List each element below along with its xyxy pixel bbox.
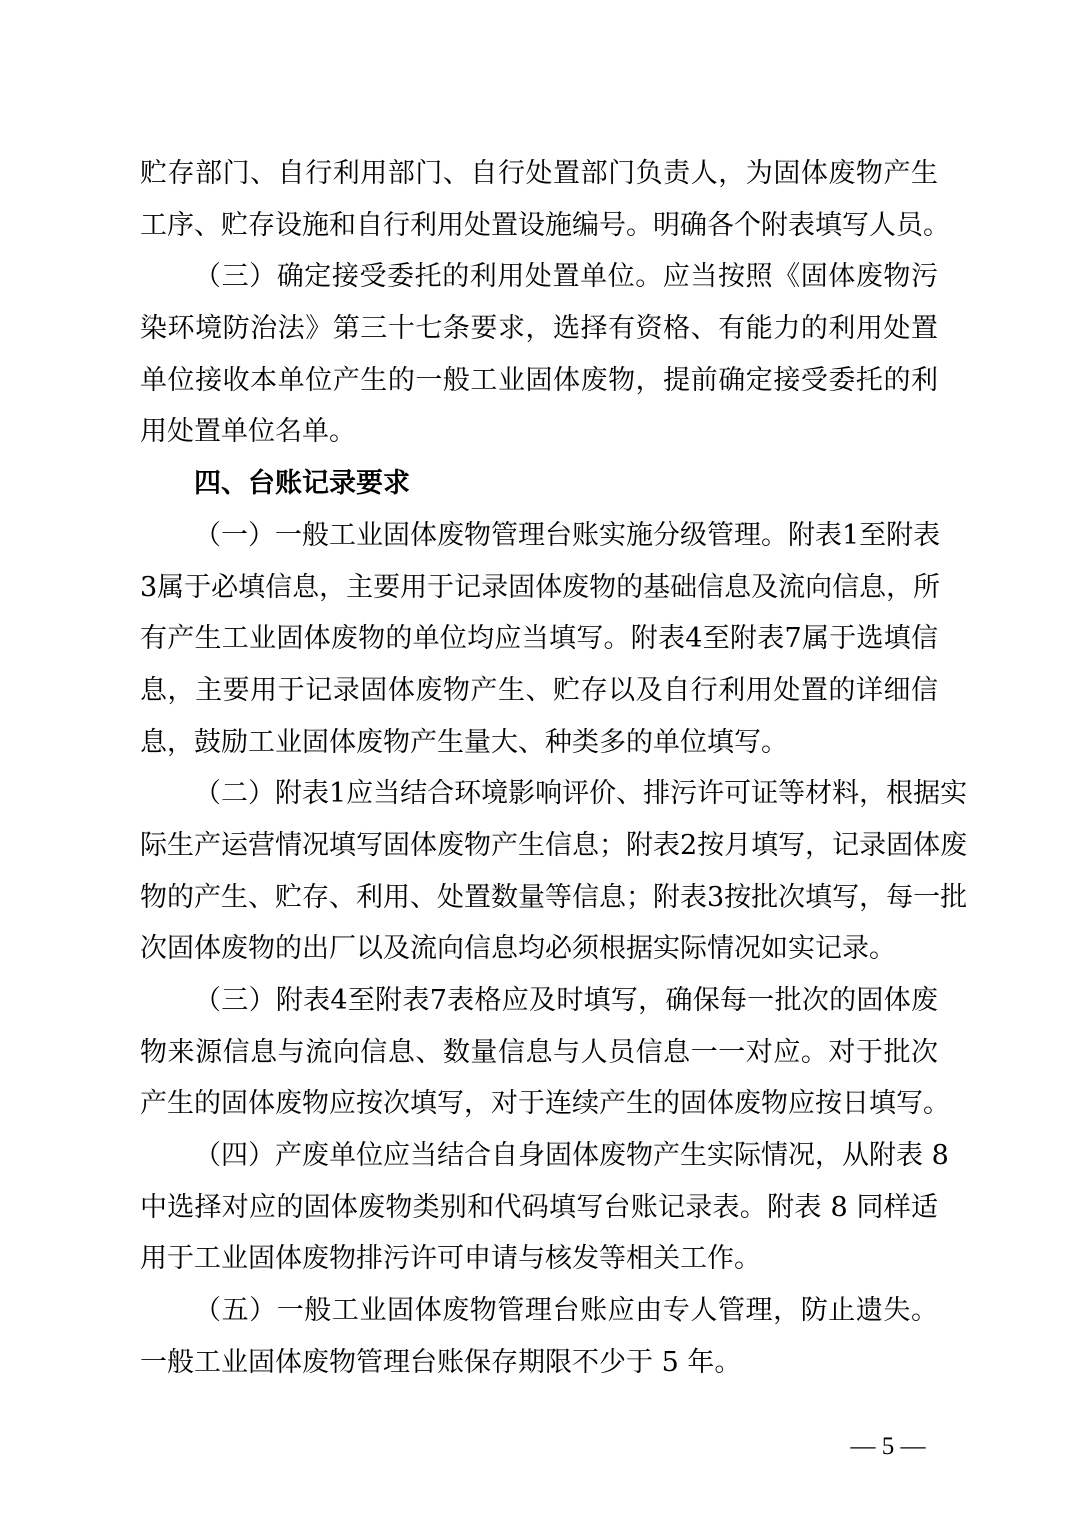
- paragraph-line: 工序、贮存设施和自行利用处置设施编号。明确各个附表填写人员。: [140, 209, 950, 241]
- paragraph-line: 际生产运营情况填写固体废物产生信息；附表2按月填写，记录固体废: [140, 829, 968, 861]
- paragraph-line: 息，主要用于记录固体废物产生、贮存以及自行利用处置的详细信: [140, 674, 938, 706]
- page-number: — 5 —: [850, 1433, 926, 1460]
- paragraph-line: 物来源信息与流向信息、数量信息与人员信息一一对应。对于批次: [140, 1036, 938, 1068]
- paragraph-line: 3属于必填信息，主要用于记录固体废物的基础信息及流向信息，所: [140, 571, 941, 603]
- paragraph-line: （一）一般工业固体废物管理台账实施分级管理。附表1至附表: [194, 519, 941, 551]
- paragraph-line: 物的产生、贮存、利用、处置数量等信息；附表3按批次填写，每一批: [140, 881, 968, 913]
- paragraph-line: 用处置单位名单。: [140, 416, 356, 448]
- paragraph-line: （四）产废单位应当结合自身固体废物产生实际情况，从附表 8: [194, 1140, 949, 1172]
- paragraph-line: （三）附表4至附表7表格应及时填写，确保每一批次的固体废: [194, 985, 938, 1016]
- paragraph-line: 用于工业固体废物排污许可申请与核发等相关工作。: [140, 1243, 761, 1275]
- paragraph-line: 产生的固体废物应按次填写，对于连续产生的固体废物应按日填写。: [140, 1088, 950, 1120]
- paragraph-line: （五）一般工业固体废物管理台账应由专人管理，防止遗失。: [194, 1295, 938, 1327]
- paragraph-line: 单位接收本单位产生的一般工业固体废物，提前确定接受委托的利: [140, 364, 938, 396]
- paragraph-line: 一般工业固体废物管理台账保存期限不少于 5 年。: [140, 1346, 742, 1378]
- paragraph-line: 有产生工业固体废物的单位均应当填写。附表4至附表7属于选填信: [140, 623, 938, 655]
- paragraph-line: （二）附表1应当结合环境影响评价、排污许可证等材料，根据实: [194, 778, 968, 810]
- body-text: [140, 148, 968, 1389]
- paragraph-line: 中选择对应的固体废物类别和代码填写台账记录表。附表 8 同样适: [140, 1191, 938, 1223]
- paragraph-line: 次固体废物的出厂以及流向信息均必须根据实际情况如实记录。: [140, 933, 896, 965]
- paragraph-line: 贮存部门、自行利用部门、自行处置部门负责人，为固体废物产生: [140, 158, 938, 189]
- section-heading: 四、台账记录要求: [194, 468, 410, 500]
- paragraph-line: （三）确定接受委托的利用处置单位。应当按照《固体废物污: [194, 261, 938, 293]
- paragraph-line: 息，鼓励工业固体废物产生量大、种类多的单位填写。: [140, 726, 788, 758]
- paragraph-line: 染环境防治法》第三十七条要求，选择有资格、有能力的利用处置: [140, 313, 938, 345]
